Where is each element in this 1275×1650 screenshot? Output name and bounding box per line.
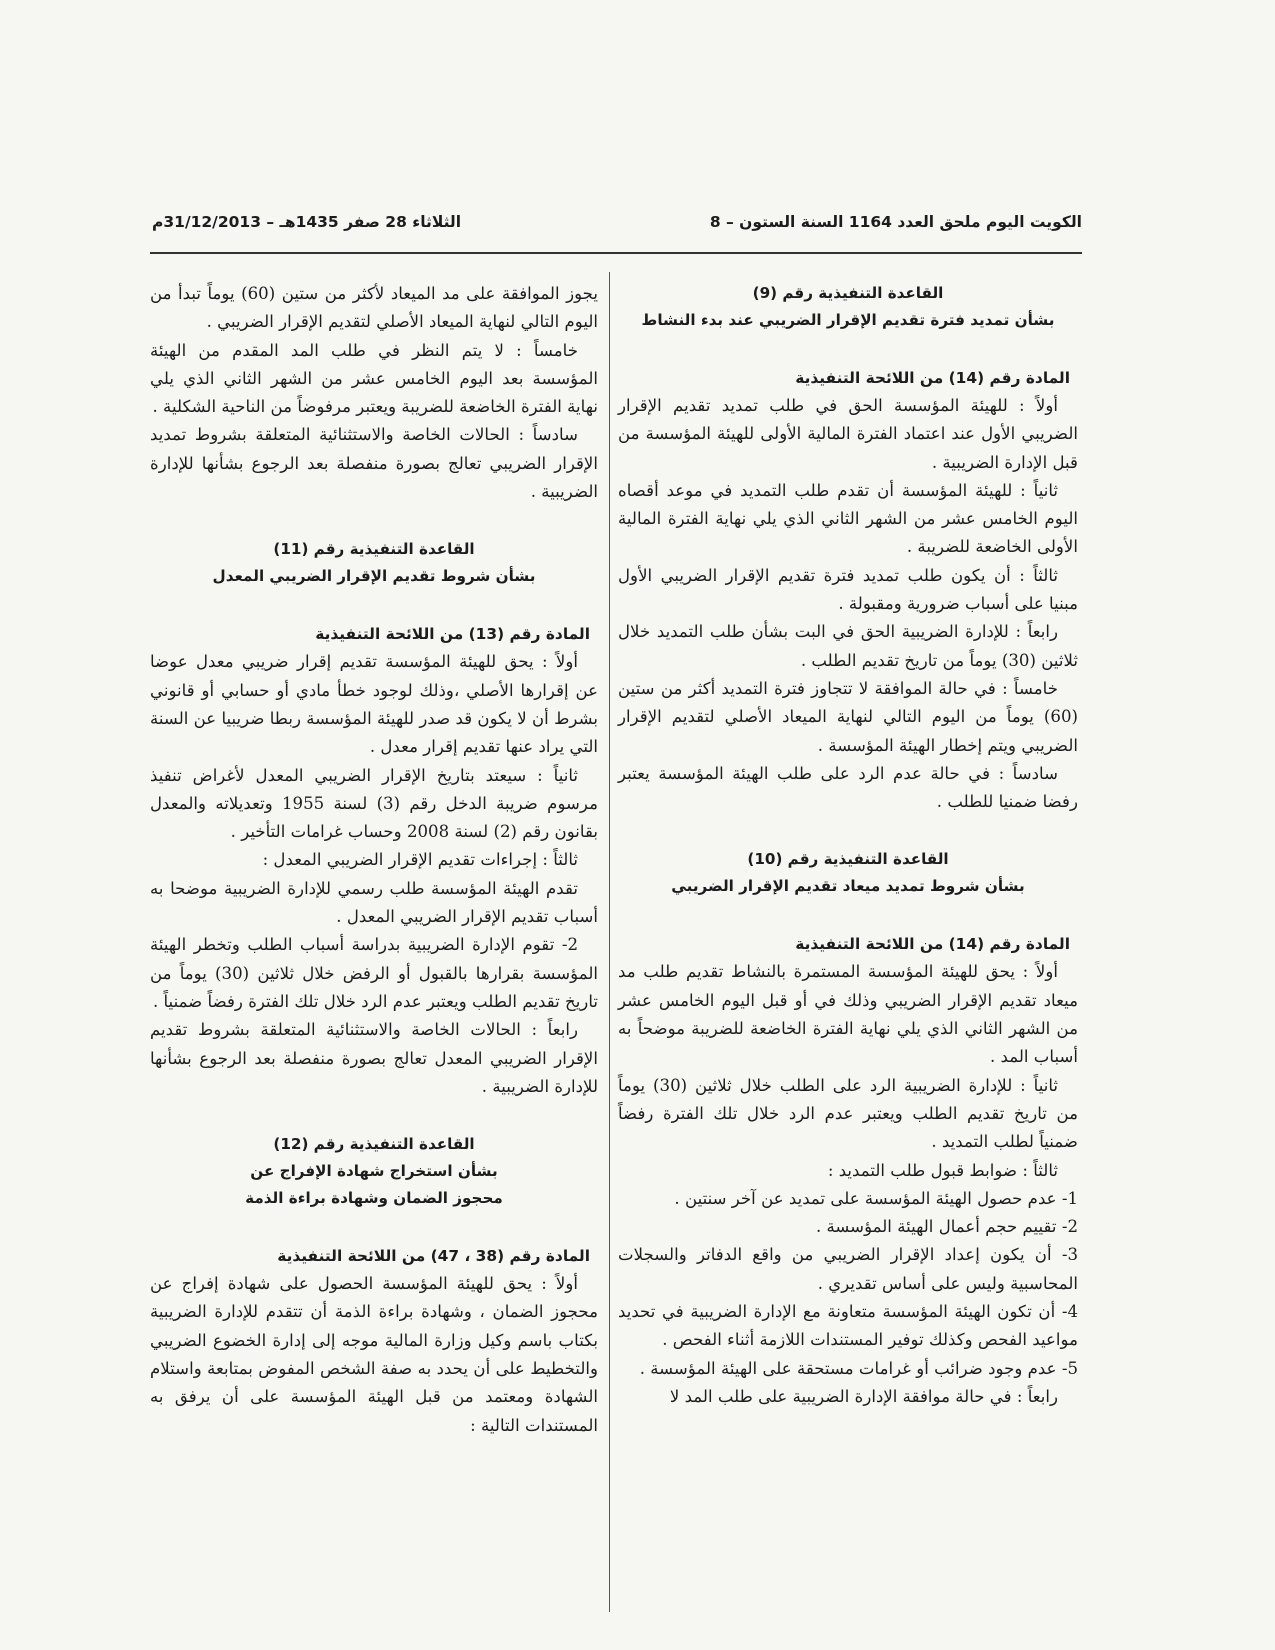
paragraph: 2- تقييم حجم أعمال الهيئة المؤسسة . — [815, 1217, 1078, 1237]
rule-title: القاعدة التنفيذية رقم (11) — [273, 540, 475, 559]
rule-title: بشأن استخراج شهادة الإفراج عن — [250, 1162, 498, 1181]
paragraph: رابعاً : في حالة موافقة الإدارة الضريبية على طلب المد لا — [669, 1386, 1058, 1406]
rule-title: بشأن تمديد فترة تقديم الإقرار الضريبي عند بدء النشاط — [641, 311, 1055, 329]
section-gap — [618, 816, 1078, 846]
page-header — [152, 213, 1082, 241]
paragraph: ثالثاً : إجراءات تقديم الإقرار الضريبي المعدل : — [262, 850, 578, 870]
section-gap — [150, 1212, 598, 1242]
paragraph: خامساً : لا يتم النظر في طلب المد المقدم من الهيئة المؤسسة بعد اليوم الخامس عشر من الشهر الثاني الذي يلي نهاية الفترة الخاضعة للضريبة ويعتبر مرفوضاً من الناحية الشكلية . — [150, 340, 598, 417]
paragraph: يجوز الموافقة على مد الميعاد لأكثر من ستين (60) يوماً تبدأ من اليوم التالي لنهاية الميعاد الأصلي لتقديم الإقرار الضريبي . — [150, 284, 598, 332]
header-issue-info: الكويت اليوم ملحق العدد 1164 السنة الستون – 8 — [709, 213, 1082, 231]
article-heading: المادة رقم (14) من اللائحة التنفيذية — [795, 935, 1070, 954]
section-gap — [150, 590, 598, 620]
paragraph: أولاً : يحق للهيئة المؤسسة المستمرة بالنشاط تقديم طلب مد ميعاد تقديم الإقرار الضريبي وذلك في أو قبل اليوم الخامس عشر من الشهر الثاني الذي يلي نهاية الفترة الخاضعة للضريبة موضحاً به أسباب المد . — [618, 962, 1078, 1067]
section-gap — [150, 506, 598, 536]
section-gap — [618, 900, 1078, 930]
paragraph: ثالثاً : أن يكون طلب تمديد فترة تقديم الإقرار الضريبي الأول مبنيا على أسباب ضرورية ومقبولة . — [618, 565, 1078, 614]
paragraph: 5- عدم وجود ضرائب أو غرامات مستحقة على الهيئة المؤسسة . — [639, 1358, 1078, 1378]
rule-title: محجوز الضمان وشهادة براءة الذمة — [245, 1189, 503, 1208]
article-heading: المادة رقم (14) من اللائحة التنفيذية — [795, 369, 1070, 387]
paragraph: أولاً : للهيئة المؤسسة الحق في طلب تمديد تقديم الإقرار الضريبي الأول عند اعتماد الفترة المالية الأولى للهيئة المؤسسة من قبل الإدارة الضريبية . — [618, 396, 1078, 472]
header-divider — [150, 252, 1082, 254]
paragraph: أولاً : يحق للهيئة المؤسسة الحصول على شهادة إفراج عن محجوز الضمان ، وشهادة براءة الذمة أن تتقدم للإدارة الضريبية بكتاب باسم وكيل وزارة المالية موجه إلى إدارة الخضوع الضريبي والتخطيط على أن يحدد به صفة الشخص المفوض بمتابعة واستلام الشهادة ومعتمد من قبل الهيئة المؤسسة على أن يرفق به المستندات التالية : — [150, 1274, 598, 1435]
paragraph: 2- تقوم الإدارة الضريبية بدراسة أسباب الطلب وتخطر الهيئة المؤسسة بقرارها بالقبول أو الرفض خلال ثلاثين (30) يوماً من تاريخ تقديم الطلب ويعتبر عدم الرد خلال تلك الفترة رفضاً ضمنياً . — [150, 935, 598, 1011]
rule-title: بشأن شروط تقديم الإقرار الضريبي المعدل — [212, 567, 536, 586]
article-heading: المادة رقم (13) من اللائحة التنفيذية — [315, 625, 590, 644]
paragraph: ثالثاً : ضوابط قبول طلب التمديد : — [827, 1160, 1058, 1180]
section-gap — [150, 1101, 598, 1131]
paragraph: ثانياً : للهيئة المؤسسة أن تقدم طلب التمديد في موعد أقصاه اليوم الخامس عشر من الشهر الثاني الذي يلي نهاية الفترة المالية الأولى الخاضعة للضريبة . — [618, 480, 1078, 557]
rule-title: القاعدة التنفيذية رقم (10) — [747, 850, 949, 869]
paragraph: تقدم الهيئة المؤسسة طلب رسمي للإدارة الضريبية موضحا به أسباب تقديم الإقرار الضريبي المعدل . — [150, 878, 598, 927]
paragraph: رابعاً : للإدارة الضريبية الحق في البت بشأن طلب التمديد خلال ثلاثين (30) يوماً من تاريخ تقديم الطلب . — [618, 622, 1078, 670]
paragraph: ثانياً : سيعتد بتاريخ الإقرار الضريبي المعدل لأغراض تنفيذ مرسوم ضريبة الدخل رقم (3) لسنة 1955 وتعديلاته والمعدل بقانون رقم (2) لسنة 2008 وحساب غرامات التأخير . — [150, 765, 598, 842]
column-divider — [609, 272, 610, 1612]
rule-title: القاعدة التنفيذية رقم (9) — [752, 284, 944, 302]
header-date: الثلاثاء 28 صفر 1435هـ – 31/12/2013م — [152, 213, 462, 231]
paragraph: 1- عدم حصول الهيئة المؤسسة على تمديد عن آخر سنتين . — [674, 1188, 1078, 1208]
left-column — [150, 280, 598, 1440]
rule-title: القاعدة التنفيذية رقم (12) — [273, 1135, 475, 1154]
paragraph: سادساً : الحالات الخاصة والاستثنائية المتعلقة بشروط تمديد الإقرار الضريبي تعالج بصورة منفصلة بعد الرجوع بشأنها للإدارة الضريبية . — [150, 425, 598, 502]
paragraph: رابعاً : الحالات الخاصة والاستثنائية المتعلقة بشروط تقديم الإقرار الضريبي المعدل تعالج بصورة منفصلة بعد الرجوع بشأنها للإدارة الضريبية . — [150, 1020, 598, 1096]
paragraph: ثانياً : للإدارة الضريبية الرد على الطلب خلال ثلاثين (30) يوماً من تاريخ تقديم الطلب ويعتبر عدم الرد خلال تلك الفترة رفضاً ضمنياً لطلب التمديد . — [618, 1075, 1078, 1152]
right-column — [618, 280, 1078, 1411]
paragraph: سادساً : في حالة عدم الرد على طلب الهيئة المؤسسة يعتبر رفضا ضمنيا للطلب . — [618, 763, 1078, 812]
article-heading: المادة رقم (38 ، 47) من اللائحة التنفيذية — [277, 1247, 590, 1266]
paragraph: 3- أن يكون إعداد الإقرار الضريبي من واقع الدفاتر والسجلات المحاسبية وليس على أساس تقديري . — [618, 1245, 1078, 1293]
paragraph: خامساً : في حالة الموافقة لا تتجاوز فترة التمديد أكثر من ستين (60) يوماً من اليوم التالي لنهاية الميعاد الأصلي لتقديم الإقرار الضريبي ويتم إخطار الهيئة المؤسسة . — [618, 678, 1078, 755]
section-gap — [618, 334, 1078, 364]
paragraph: 4- أن تكون الهيئة المؤسسة متعاونة مع الإدارة الضريبية في تحديد مواعيد الفحص وكذلك توفير المستندات اللازمة أثناء الفحص . — [618, 1302, 1078, 1350]
rule-title: بشأن شروط تمديد ميعاد تقديم الإقرار الضريبي — [671, 877, 1025, 896]
paragraph: أولاً : يحق للهيئة المؤسسة تقديم إقرار ضريبي معدل عوضا عن إقرارها الأصلي ،وذلك لوجود خطأ مادي أو حسابي أو قانوني بشرط أن لا يكون قد صدر للهيئة المؤسسة ربطا ضريبيا عن السنة التي يراد عنها تقديم إقرار معدل . — [150, 652, 598, 757]
